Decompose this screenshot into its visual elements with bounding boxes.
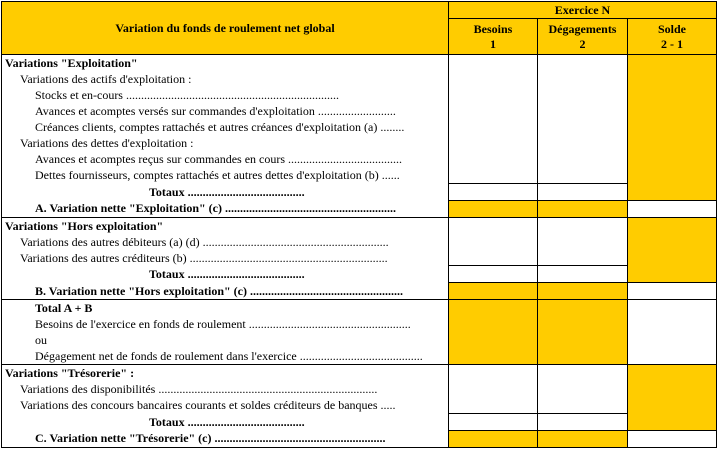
exploitation-degagements-cell[interactable]	[538, 55, 628, 184]
variation-b-besoins	[449, 283, 538, 300]
variation-a-besoins	[449, 200, 538, 217]
total-ab-besoins-cell	[449, 300, 538, 365]
variation-c-row: C. Variation nette "Trésorerie" (c) .........................................................	[2, 430, 449, 447]
autres-crediteurs-row: Variations des autres créditeurs (b) ..................................................................	[2, 250, 449, 266]
degagements-label: Dégagements	[548, 21, 617, 36]
variation-c-solde[interactable]	[628, 430, 717, 447]
concours-bancaires-row: Variations des concours bancaires courants et soldes créditeurs de banques .....	[2, 397, 449, 413]
besoins-exercice-row: Besoins de l'exercice en fonds de roulement ......................................................	[2, 316, 449, 332]
hors-exploitation-degagements-cell[interactable]	[538, 217, 628, 266]
variation-a-row: A. Variation nette "Exploitation" (c) .........................................................	[2, 200, 449, 217]
dettes-exploitation-label: Variations des dettes d'exploitation :	[2, 135, 449, 151]
dettes-fournisseurs-row: Dettes fournisseurs, comptes rattachés et autres dettes d'exploitation (b) ......	[2, 167, 449, 183]
fonds-roulement-table	[1, 1, 717, 448]
totaux-tresorerie-degagements[interactable]	[538, 413, 628, 430]
avances-recues-row: Avances et acomptes reçus sur commandes en cours ......................................	[2, 151, 449, 167]
autres-debiteurs-row: Variations des autres débiteurs (a) (d) ..............................................................	[2, 234, 449, 250]
totaux-exploitation-row: Totaux .......................................	[2, 183, 449, 200]
totaux-tresorerie-besoins[interactable]	[449, 413, 538, 430]
besoins-number: 1	[490, 36, 496, 51]
variation-b-row: B. Variation nette "Hors exploitation" (c) ...................................................	[2, 283, 449, 300]
actifs-exploitation-label: Variations des actifs d'exploitation :	[2, 71, 449, 87]
stocks-row: Stocks et en-cours .......................................................................	[2, 87, 449, 103]
hors-exploitation-solde-cell	[628, 217, 717, 283]
hors-exploitation-title: Variations "Hors exploitation"	[2, 217, 449, 234]
tresorerie-besoins-cell[interactable]	[449, 365, 538, 414]
totaux-tresorerie-row: Totaux .......................................	[2, 413, 449, 430]
totaux-hors-besoins[interactable]	[449, 266, 538, 283]
disponibilites-row: Variations des disponibilités .........................................................................	[2, 381, 449, 397]
solde-label: Solde	[658, 21, 687, 36]
exploitation-solde-cell	[628, 55, 717, 201]
totaux-hors-exploitation-row: Totaux .......................................	[2, 266, 449, 283]
variation-b-degagements	[538, 283, 628, 300]
exploitation-besoins-cell[interactable]	[449, 55, 538, 184]
totaux-exploitation-degagements[interactable]	[538, 183, 628, 200]
besoins-label: Besoins	[473, 21, 513, 36]
variation-a-solde[interactable]	[628, 200, 717, 217]
variation-b-solde[interactable]	[628, 283, 717, 300]
totaux-hors-degagements[interactable]	[538, 266, 628, 283]
hors-exploitation-besoins-cell[interactable]	[449, 217, 538, 266]
solde-header	[628, 19, 717, 55]
tresorerie-degagements-cell[interactable]	[538, 365, 628, 414]
variation-c-besoins	[449, 430, 538, 447]
degagements-number: 2	[579, 36, 586, 51]
creances-clients-row: Créances clients, comptes rattachés et autres créances d'exploitation (a) ........	[2, 119, 449, 135]
tresorerie-solde-cell	[628, 365, 717, 431]
solde-formula: 2 - 1	[661, 36, 684, 51]
tresorerie-title: Variations "Trésorerie" :	[2, 365, 449, 382]
variation-c-degagements	[538, 430, 628, 447]
variation-a-degagements	[538, 200, 628, 217]
degagements-header	[538, 19, 628, 55]
total-ab-degagements-cell	[538, 300, 628, 365]
total-ab-solde-cell[interactable]	[628, 300, 717, 365]
exploitation-title: Variations "Exploitation"	[2, 55, 449, 72]
table-title: Variation du fonds de roulement net global	[2, 2, 449, 55]
exercice-header: Exercice N	[449, 2, 717, 19]
totaux-exploitation-besoins[interactable]	[449, 183, 538, 200]
besoins-header	[449, 19, 538, 55]
ou-label: ou	[2, 332, 449, 348]
avances-versees-row: Avances et acomptes versés sur commandes d'exploitation ..........................	[2, 103, 449, 119]
degagement-net-row: Dégagement net de fonds de roulement dans l'exercice .........................................	[2, 348, 449, 365]
total-ab-row: Total A + B	[2, 300, 449, 317]
